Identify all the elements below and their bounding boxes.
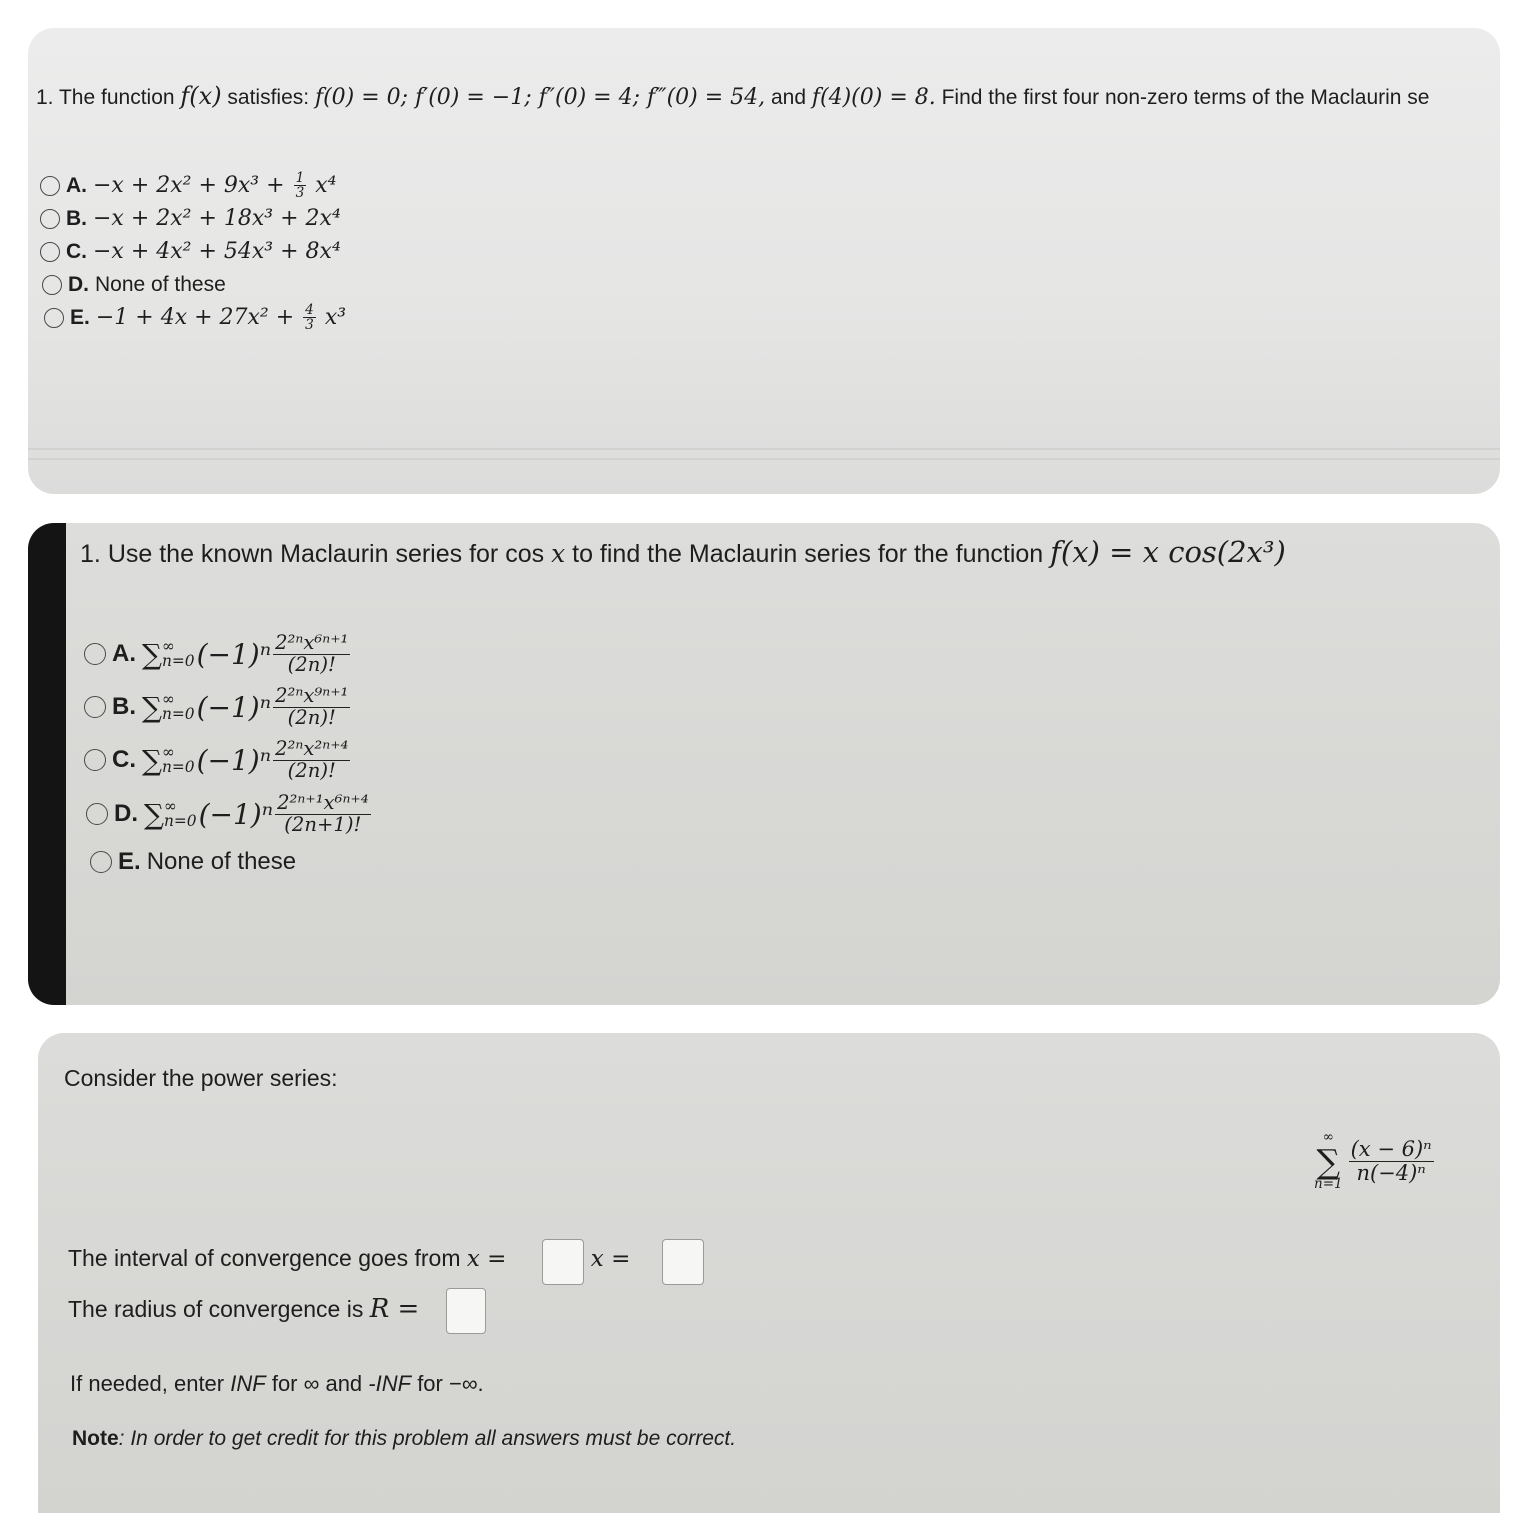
- question-number: 1.: [36, 86, 54, 109]
- question-1-prompt: 1. The function f(x) satisfies: f(0) = 0; f′(0) = −1; f″(0) = 4; f‴(0) = 54, and f(4)(0) = 8. Find the first four non-zero terms of the Maclaurin se: [36, 82, 1430, 110]
- sigma-icon: ∑: [144, 797, 164, 831]
- q1-option-c[interactable]: C. −x + 4x² + 54x³ + 8x⁴: [40, 239, 341, 264]
- q2-option-e[interactable]: E. None of these: [90, 848, 296, 876]
- divider: [28, 448, 1500, 450]
- interval-line: The interval of convergence goes from x = x =: [68, 1245, 631, 1272]
- radio-button[interactable]: [86, 803, 108, 825]
- question-number: 1.: [80, 540, 101, 568]
- radio-button[interactable]: [84, 696, 106, 718]
- radio-button[interactable]: [40, 176, 60, 196]
- q1-option-d[interactable]: D. None of these: [42, 273, 226, 297]
- power-series-formula: ∞ ∑ n=1 $\frac{\text{(x − 6)ⁿ}}{\text{n(−4)ⁿ}}$: [1314, 1129, 1432, 1192]
- q2-option-d[interactable]: D. ∑ ∞ n=0 (−1)ⁿ $\frac{\text{2²ⁿ⁺¹x⁶ⁿ⁺⁴}}{(2n+1)!}$: [86, 793, 373, 835]
- divider: [28, 458, 1500, 460]
- hint-line: If needed, enter INF for ∞ and -INF for −∞.: [70, 1371, 484, 1396]
- interval-end-input[interactable]: [662, 1239, 704, 1285]
- radio-button[interactable]: [44, 308, 64, 328]
- note-line: Note: In order to get credit for this problem all answers must be correct.: [72, 1427, 737, 1450]
- question-card-2: [28, 523, 1500, 1005]
- photo-edge: [28, 523, 66, 1005]
- infinity-icon: ∞: [303, 1371, 320, 1396]
- q2-option-a[interactable]: A. ∑ ∞ n=0 (−1)ⁿ $\frac{\text{2²ⁿx⁶ⁿ⁺¹}}{(2n)!}$: [84, 633, 352, 675]
- question-2-prompt: 1. Use the known Maclaurin series for cos x to find the Maclaurin series for the function f(x) = x cos(2x³): [80, 535, 1286, 569]
- question-card-3: [38, 1033, 1500, 1513]
- sigma-icon: ∑: [142, 637, 162, 671]
- sigma-icon: ∑: [142, 690, 162, 724]
- radius-line: The radius of convergence is R =: [68, 1294, 420, 1324]
- q2-option-b[interactable]: B. ∑ ∞ n=0 (−1)ⁿ $\frac{\text{2²ⁿx⁹ⁿ⁺¹}}{(2n)!}$: [84, 686, 352, 728]
- radio-button[interactable]: [40, 209, 60, 229]
- q1-option-b[interactable]: B. −x + 2x² + 18x³ + 2x⁴: [40, 206, 341, 231]
- q2-option-c[interactable]: C. ∑ ∞ n=0 (−1)ⁿ $\frac{\text{2²ⁿx²ⁿ⁺⁴}}{(2n)!}$: [84, 739, 352, 781]
- radio-button[interactable]: [84, 643, 106, 665]
- q1-option-e[interactable]: E. −1 + 4x + 27x² + $\frac{4}{3}$ x³: [44, 303, 346, 333]
- radio-button[interactable]: [42, 275, 62, 295]
- sigma-icon: ∑: [1316, 1141, 1341, 1181]
- radio-button[interactable]: [40, 242, 60, 262]
- radio-button[interactable]: [90, 851, 112, 873]
- question-3-title: Consider the power series:: [64, 1065, 338, 1091]
- radius-input[interactable]: [446, 1288, 486, 1334]
- q1-option-a[interactable]: A. −x + 2x² + 9x³ + $\frac{1}{3}$ x⁴: [40, 171, 336, 201]
- interval-start-input[interactable]: [542, 1239, 584, 1285]
- radio-button[interactable]: [84, 749, 106, 771]
- sigma-icon: ∑: [142, 743, 162, 777]
- question-card-1: [28, 28, 1500, 494]
